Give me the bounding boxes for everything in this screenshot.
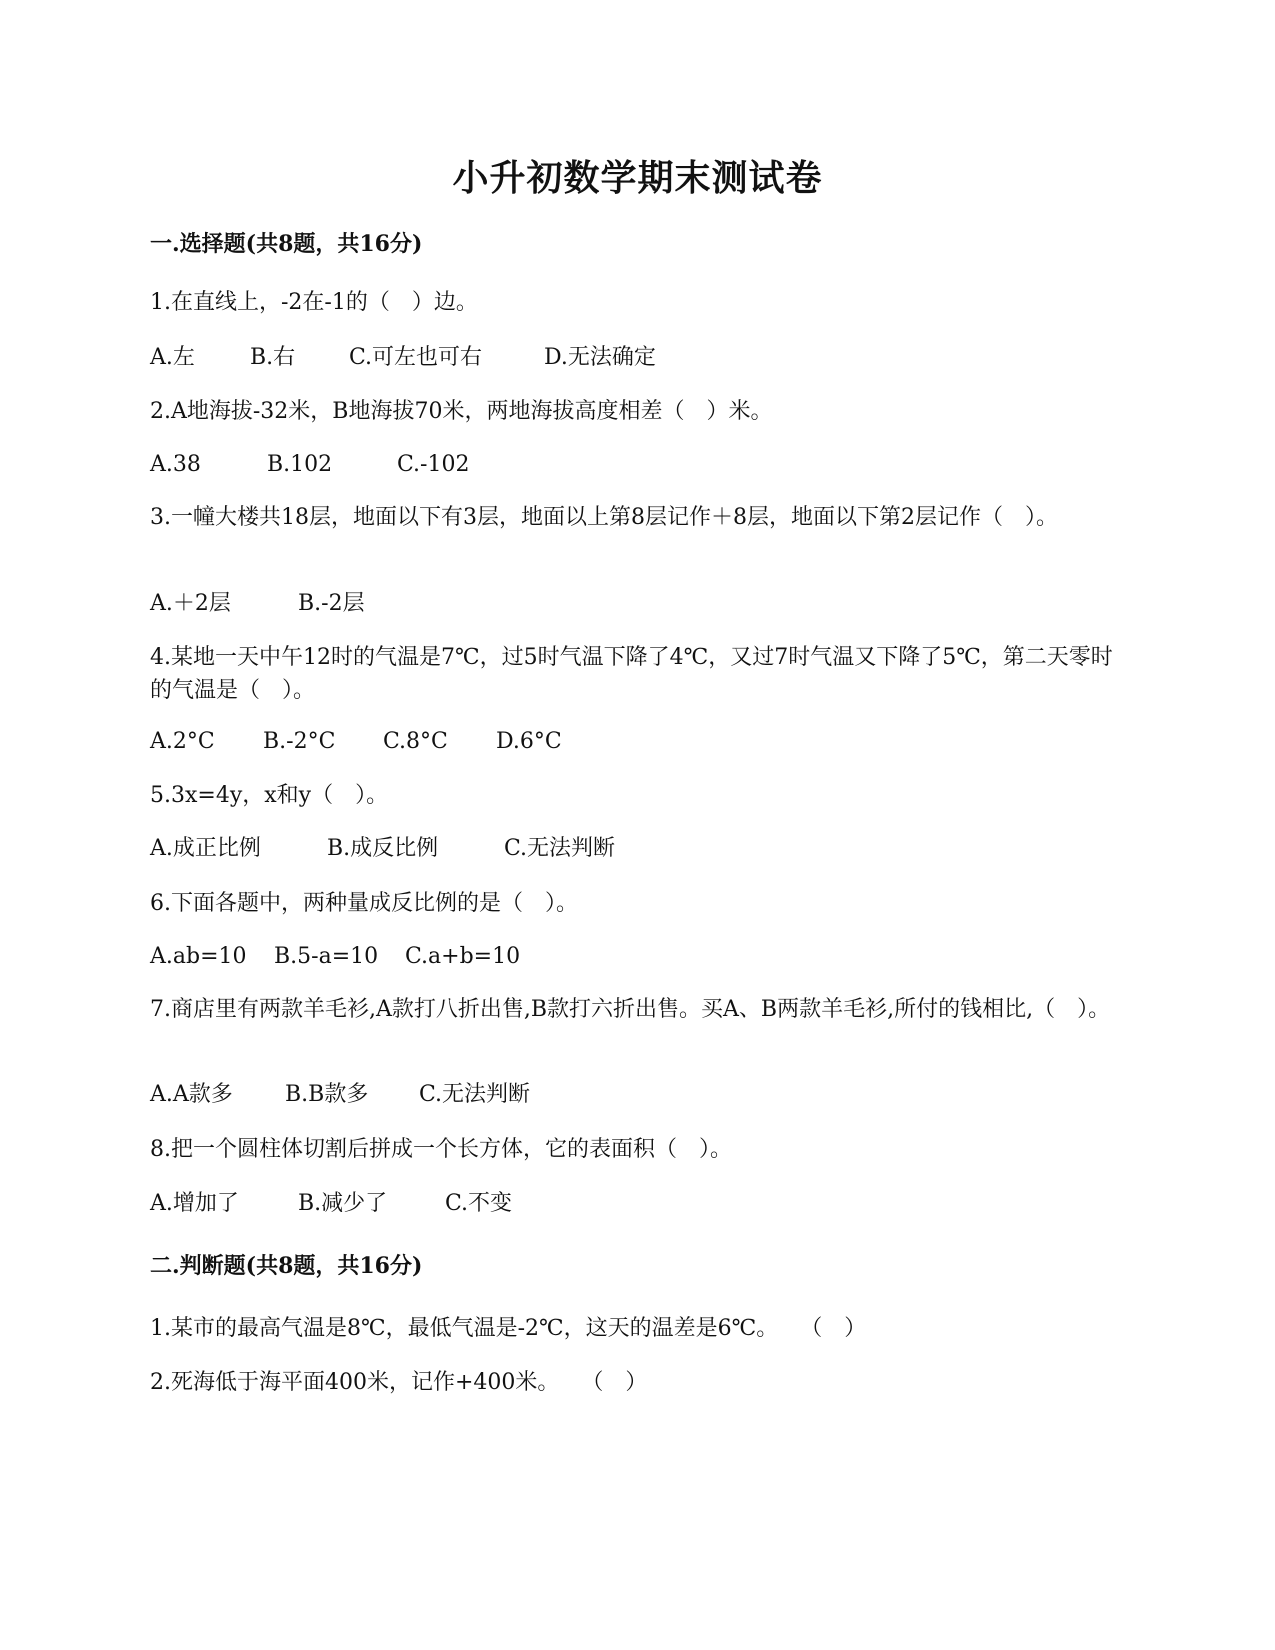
options-6 xyxy=(150,940,1130,973)
option: A.增加了 xyxy=(150,1191,239,1216)
question-1: 1.在直线上，-2在-1的（ ）边。 xyxy=(150,290,478,315)
judge-question-1: 1.某市的最高气温是8℃，最低气温是-2℃，这天的温差是6℃。 （ ） xyxy=(150,1316,867,1341)
option: D.6°C xyxy=(496,729,562,754)
options-2 xyxy=(150,448,1130,481)
question-7: 7.商店里有两款羊毛衫,A款打八折出售,B款打六折出售。买A、B两款羊毛衫,所付的钱相比,（ ）。 xyxy=(150,997,1111,1022)
option: C.a+b=10 xyxy=(405,944,521,969)
options-5 xyxy=(150,832,1130,865)
option: D.无法确定 xyxy=(544,345,656,370)
option: A.38 xyxy=(150,452,201,477)
judge-question-2: 2.死海低于海平面400米，记作+400米。 （ ） xyxy=(150,1370,648,1395)
option: B.-2层 xyxy=(298,591,365,616)
option: B.5-a=10 xyxy=(274,944,379,969)
question-8: 8.把一个圆柱体切割后拼成一个长方体，它的表面积（ ）。 xyxy=(150,1137,732,1162)
option: B.-2°C xyxy=(263,729,336,754)
option: A.2°C xyxy=(150,729,215,754)
options-3 xyxy=(150,587,1130,620)
question-6: 6.下面各题中，两种量成反比例的是（ ）。 xyxy=(150,891,578,916)
option: A.＋2层 xyxy=(150,591,231,616)
section-heading-choice: 一.选择题(共8题，共16分) xyxy=(150,231,423,257)
options-7 xyxy=(150,1078,1130,1111)
options-4 xyxy=(150,725,1130,758)
question-5: 5.3x=4y，x和y（ ）。 xyxy=(150,783,389,808)
option: C.无法判断 xyxy=(419,1082,531,1107)
option: A.A款多 xyxy=(150,1082,233,1107)
question-3: 3.一幢大楼共18层，地面以下有3层，地面以上第8层记作＋8层，地面以下第2层记作（ ）。 xyxy=(150,505,1058,530)
page-title: 小升初数学期末测试卷 xyxy=(452,157,823,199)
option: C.不变 xyxy=(445,1191,513,1216)
option: A.ab=10 xyxy=(150,944,247,969)
options-8 xyxy=(150,1187,1130,1220)
question-2: 2.A地海拔-32米，B地海拔70米，两地海拔高度相差（ ）米。 xyxy=(150,399,773,424)
section-heading-judge: 二.判断题(共8题，共16分) xyxy=(150,1253,423,1279)
option: C.8°C xyxy=(383,729,448,754)
option: C.-102 xyxy=(397,452,470,477)
options-1 xyxy=(150,341,1130,374)
option: B.102 xyxy=(267,452,333,477)
option: B.成反比例 xyxy=(327,836,439,861)
option: B.右 xyxy=(250,345,296,370)
option: C.无法判断 xyxy=(504,836,616,861)
option: C.可左也可右 xyxy=(349,345,483,370)
option: B.B款多 xyxy=(285,1082,369,1107)
option: A.左 xyxy=(150,345,195,370)
option: B.减少了 xyxy=(298,1191,388,1216)
option: A.成正比例 xyxy=(150,836,261,861)
question-4: 4.某地一天中午12时的气温是7℃，过5时气温下降了4℃，又过7时气温又下降了5℃，第二天零时的气温是（ ）。 xyxy=(150,645,1113,703)
